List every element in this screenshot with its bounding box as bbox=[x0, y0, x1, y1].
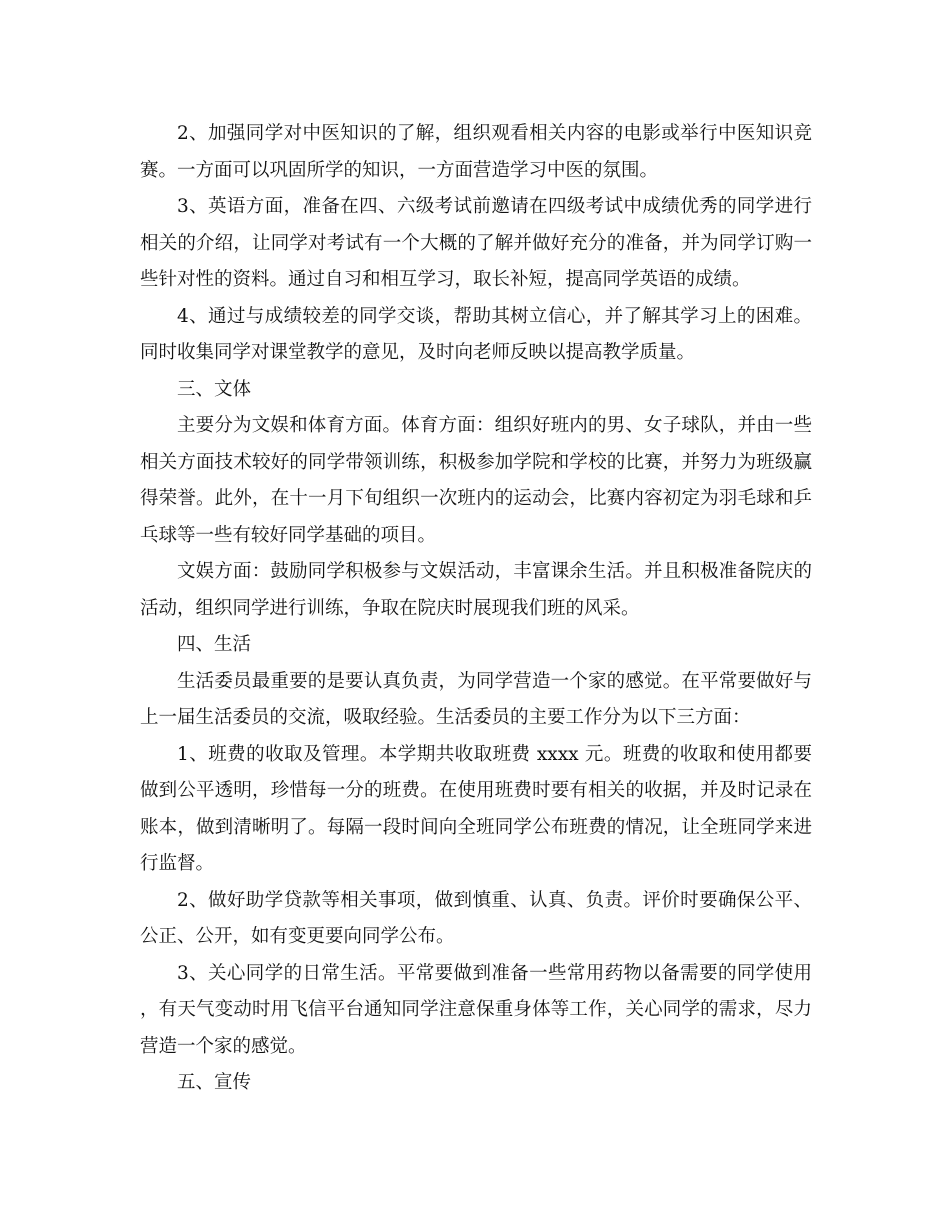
para-weak-students: 4、通过与成绩较差的同学交谈，帮助其树立信心，并了解其学习上的困难。同时收集同学对课堂教学的意见，及时向老师反映以提高教学质量。 bbox=[140, 305, 812, 363]
para-daily-life: 3、关心同学的日常生活。平常要做到准备一些常用药物以备需要的同学使用，有天气变动时用飞信平台通知同学注意保重身体等工作，关心同学的需求，尽力营造一个家的感觉。 bbox=[140, 962, 812, 1057]
para-student-loans: 2、做好助学贷款等相关事项，做到慎重、认真、负责。评价时要确保公平、公正、公开，如有变更要向同学公布。 bbox=[140, 889, 812, 947]
heading-xuanchuan: 五、宣传 bbox=[177, 1072, 252, 1093]
document-body bbox=[140, 116, 812, 1102]
para-class-fee: 1、班费的收取及管理。本学期共收取班费 xxxx 元。班费的收取和使用都要做到公平透明，珍惜每一分的班费。在使用班费时要有相关的收据，并及时记录在账本，做到清晰明了。每隔一段时间向全班同学公布班费的情况，让全班同学来进行监督。 bbox=[140, 743, 812, 874]
heading-shenghuo: 四、生活 bbox=[177, 634, 252, 655]
para-sports: 主要分为文娱和体育方面。体育方面：组织好班内的男、女子球队，并由一些相关方面技术较好的同学带领训练，积极参加学院和学校的比赛，并努力为班级赢得荣誉。此外，在十一月下旬组织一次班内的运动会，比赛内容初定为羽毛球和乒乓球等一些有较好同学基础的项目。 bbox=[140, 415, 812, 546]
para-zhongyi-knowledge: 2、加强同学对中医知识的了解，组织观看相关内容的电影或举行中医知识竞赛。一方面可以巩固所学的知识，一方面营造学习中医的氛围。 bbox=[140, 123, 812, 181]
para-english: 3、英语方面，准备在四、六级考试前邀请在四级考试中成绩优秀的同学进行相关的介绍，让同学对考试有一个大概的了解并做好充分的准备，并为同学订购一些针对性的资料。通过自习和相互学习，取长补短，提高同学英语的成绩。 bbox=[140, 196, 812, 290]
para-entertainment: 文娱方面：鼓励同学积极参与文娱活动，丰富课余生活。并且积极准备院庆的活动，组织同学进行训练，争取在院庆时展现我们班的风采。 bbox=[140, 561, 812, 619]
heading-wenti: 三、文体 bbox=[177, 378, 252, 400]
para-life-intro: 生活委员最重要的是要认真负责，为同学营造一个家的感觉。在平常要做好与上一届生活委员的交流，吸取经验。生活委员的主要工作分为以下三方面： bbox=[140, 670, 812, 728]
